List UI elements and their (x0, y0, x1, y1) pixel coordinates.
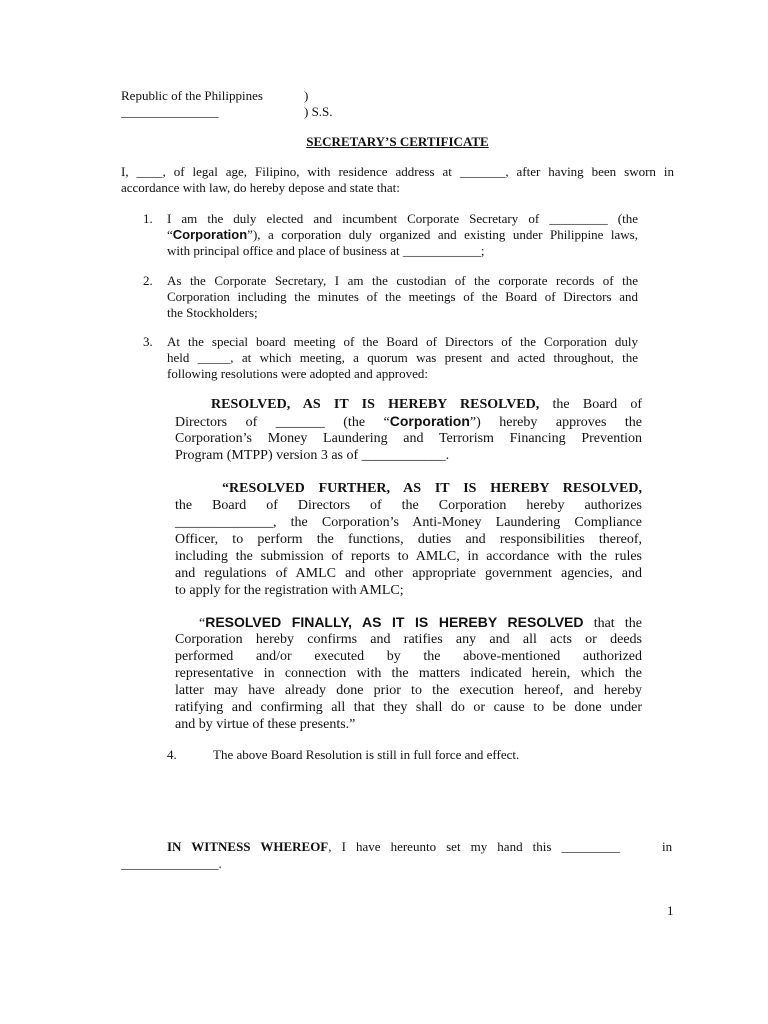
intro-line-1: I, ____, of legal age, Filipino, with residence address at _______, after having been sworn in (121, 164, 674, 179)
resolution-2-line-6: and regulations of AMLC and other appropriate government agencies, and (175, 566, 642, 581)
page-number: 1 (667, 903, 674, 918)
resolution-1-line-1: RESOLVED, AS IT IS HEREBY RESOLVED, the Board of (211, 397, 643, 412)
venue-paren-1: ) (304, 88, 309, 103)
resolution-2-line-3: ______________, the Corporation’s Anti-Money Laundering Compliance (175, 515, 642, 530)
intro-line-2: accordance with law, do hereby depose and state that: (121, 180, 400, 195)
item-3-line-3: following resolutions were adopted and approved: (167, 366, 429, 381)
item-2-line-1: As the Corporate Secretary, I am the custodian of the corporate records of the (167, 273, 638, 288)
item-1-line-2: “Corporation”), a corporation duly organized and existing under Philippine laws, (167, 227, 638, 242)
venue-blank: _______________ (121, 104, 219, 119)
corporation-term: Corporation (389, 413, 470, 429)
resolution-1-line-4: Program (MTPP) version 3 as of ____________. (175, 448, 450, 463)
resolution-3-line-7: and by virtue of these presents.” (175, 717, 356, 732)
item-1-line-1: I am the duly elected and incumbent Corporate Secretary of _________ (the (167, 211, 638, 226)
item-4-number: 4. (167, 747, 177, 762)
item-1-line-3: with principal office and place of business at ____________; (167, 243, 485, 258)
resolution-3-line-1: “RESOLVED FINALLY, AS IT IS HEREBY RESOLVED that the (199, 614, 642, 631)
resolution-3-line-2: Corporation hereby confirms and ratifies any and all acts or deeds (175, 632, 642, 647)
resolution-3-line-5: latter may have already done prior to the execution hereof, and hereby (175, 683, 642, 698)
resolution-2-line-5: including the submission of reports to AMLC, in accordance with the rules (175, 549, 642, 564)
resolution-3-line-6: ratifying and confirming all that they shall do or cause to be done under (175, 700, 642, 715)
item-2-line-2: Corporation including the minutes of the meetings of the Board of Directors and (167, 289, 638, 304)
item-2-number: 2. (143, 273, 153, 288)
resolution-2-line-1: “RESOLVED FURTHER, AS IT IS HEREBY RESOLVED, (222, 481, 642, 496)
item-1-number: 1. (143, 211, 153, 226)
resolution-2-line-7: to apply for the registration with AMLC; (175, 583, 404, 598)
corporation-term: Corporation (172, 227, 248, 242)
resolution-1-line-2: Directors of _______ (the “Corporation”) hereby approves the (175, 413, 643, 430)
witness-line-1-end: in (662, 839, 673, 854)
item-3-line-1: At the special board meeting of the Board of Directors of the Corporation duly (167, 334, 638, 349)
item-4-text: The above Board Resolution is still in full force and effect. (213, 747, 520, 762)
witness-line-1: IN WITNESS WHEREOF, I have hereunto set my hand this _________ (167, 839, 620, 854)
resolution-3-line-3: performed and/or executed by the above-mentioned authorized (175, 649, 642, 664)
resolution-2-line-4: Officer, to perform the functions, duties and responsibilities thereof, (175, 532, 642, 547)
venue-country: Republic of the Philippines (121, 88, 263, 103)
witness-line-2: _______________. (121, 856, 222, 871)
item-2-line-3: the Stockholders; (167, 305, 258, 320)
resolution-2-line-2: the Board of Directors of the Corporation hereby authorizes (175, 498, 642, 513)
item-3-number: 3. (143, 334, 153, 349)
resolution-1-line-3: Corporation’s Money Laundering and Terrorism Financing Prevention (175, 431, 642, 446)
resolution-3-line-4: representative in connection with the matters indicated herein, which the (175, 666, 642, 681)
venue-ss: ) S.S. (304, 104, 333, 119)
document-title: SECRETARY’S CERTIFICATE (306, 134, 489, 149)
item-3-line-2: held _____, at which meeting, a quorum was present and acted throughout, the (167, 350, 638, 365)
